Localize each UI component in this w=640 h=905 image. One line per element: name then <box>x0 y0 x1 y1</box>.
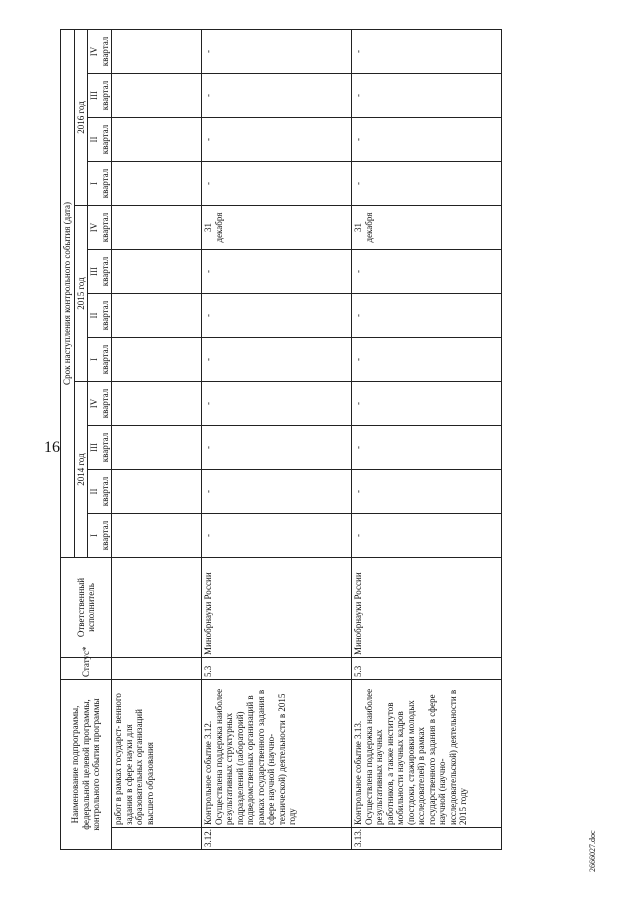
table-body <box>112 29 502 849</box>
term-cell: 31 декабря <box>352 206 502 250</box>
row-status <box>112 658 202 680</box>
term-cell: - <box>202 514 352 558</box>
table-row <box>352 29 502 849</box>
quarter-number: IV <box>89 46 99 57</box>
term-cell <box>112 206 202 250</box>
term-cell <box>112 338 202 382</box>
quarter-number: III <box>89 267 99 276</box>
term-cell: - <box>202 294 352 338</box>
header-quarter <box>88 206 112 250</box>
row-name: Контрольное событие 3.12. Осуществлена поддержка наиболее результативных структурных подразделений (лабораторий) подведомственных организаций в рамках государственного задания в сфере научной (научно- технической) деятельности в 2015 году <box>202 680 352 828</box>
term-cell: - <box>352 162 502 206</box>
term-cell: - <box>202 382 352 426</box>
term-cell <box>112 162 202 206</box>
quarter-word: квартал <box>99 168 110 199</box>
table-row <box>202 29 352 849</box>
term-cell <box>112 118 202 162</box>
quarter-word: квартал <box>99 124 110 155</box>
quarter-number: III <box>89 91 99 100</box>
header-quarter <box>88 382 112 426</box>
quarter-number: III <box>89 443 99 452</box>
row-number: 3.12. <box>202 828 352 850</box>
header-executor: Ответственный исполнитель <box>61 558 112 658</box>
term-cell: - <box>202 470 352 514</box>
term-cell: - <box>352 250 502 294</box>
quarter-number: II <box>89 312 99 319</box>
term-cell: - <box>352 29 502 73</box>
table-row <box>112 29 202 849</box>
header-quarter <box>88 74 112 118</box>
term-cell: - <box>352 118 502 162</box>
term-cell <box>112 29 202 73</box>
quarter-word: квартал <box>99 300 110 331</box>
row-number: 3.13. <box>352 828 502 850</box>
quarter-word: квартал <box>99 476 110 507</box>
term-cell: - <box>202 250 352 294</box>
header-year-2016: 2016 год <box>74 29 88 205</box>
header-quarter <box>88 338 112 382</box>
quarter-word: квартал <box>99 212 110 243</box>
term-cell: - <box>352 426 502 470</box>
quarter-word: квартал <box>99 432 110 463</box>
term-cell: - <box>352 470 502 514</box>
term-cell: - <box>352 294 502 338</box>
header-quarter <box>88 294 112 338</box>
header-year-2014: 2014 год <box>74 382 88 558</box>
quarter-number: IV <box>89 398 99 409</box>
header-quarter <box>88 29 112 73</box>
term-cell: - <box>352 338 502 382</box>
row-name: работ в рамках государст- венного задания в сфере науки для образовательных организаций высшего образования <box>112 680 202 828</box>
term-cell: 31 декабря <box>202 206 352 250</box>
rotated-table-container <box>60 30 612 850</box>
term-cell <box>112 426 202 470</box>
term-cell: - <box>202 74 352 118</box>
row-number <box>112 828 202 850</box>
header-term: Срок наступления контрольного события (дата) <box>61 29 75 557</box>
quarter-word: квартал <box>99 36 110 67</box>
footer-doc-id: 2666027.doc <box>588 830 597 872</box>
row-executor <box>112 558 202 658</box>
term-cell <box>112 382 202 426</box>
quarter-word: квартал <box>99 80 110 111</box>
term-cell <box>112 74 202 118</box>
header-quarter <box>88 162 112 206</box>
quarter-word: квартал <box>99 388 110 419</box>
term-cell: - <box>352 514 502 558</box>
term-cell <box>112 514 202 558</box>
control-events-table <box>60 29 502 850</box>
quarter-number: II <box>89 136 99 143</box>
term-cell: - <box>202 118 352 162</box>
header-year-2015: 2015 год <box>74 206 88 382</box>
term-cell: - <box>202 162 352 206</box>
page-number: 16 <box>44 439 60 456</box>
term-cell: - <box>352 382 502 426</box>
quarter-word: квартал <box>99 520 110 551</box>
header-quarter <box>88 250 112 294</box>
term-cell: - <box>202 29 352 73</box>
term-cell: - <box>202 426 352 470</box>
row-status: 5.3 <box>202 658 352 680</box>
term-cell <box>112 470 202 514</box>
row-name: Контрольное событие 3.13. Осуществлена поддержка наиболее результативных научных работников, а также институтов мобильности научных кадров (постдоки, стажировки молодых исследователей) в рамках государственного задания в сфере научной (научно- исследовательской) деятельности в 2015 году <box>352 680 502 828</box>
header-quarter <box>88 514 112 558</box>
row-executor: Минобрнауки России <box>352 558 502 658</box>
header-quarter <box>88 426 112 470</box>
quarter-number: IV <box>89 222 99 233</box>
quarter-word: квартал <box>99 256 110 287</box>
term-cell: - <box>352 74 502 118</box>
header-quarter <box>88 470 112 514</box>
header-quarter <box>88 118 112 162</box>
row-status: 5.3 <box>352 658 502 680</box>
row-executor: Минобрнауки России <box>202 558 352 658</box>
quarter-number: I <box>89 358 99 361</box>
term-cell <box>112 250 202 294</box>
term-cell: - <box>202 338 352 382</box>
quarter-number: I <box>89 182 99 185</box>
quarter-number: II <box>89 488 99 495</box>
quarter-word: квартал <box>99 344 110 375</box>
header-name: Наименование подпрограммы, федеральной целевой программы, контрольного события программы <box>61 680 112 850</box>
quarter-number: I <box>89 534 99 537</box>
header-status: Статус* <box>61 658 112 680</box>
term-cell <box>112 294 202 338</box>
